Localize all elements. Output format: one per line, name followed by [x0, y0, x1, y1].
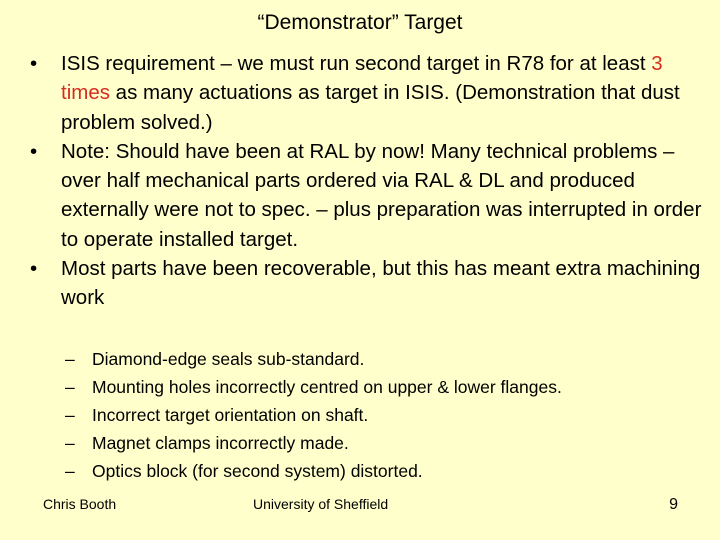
- sub-item-orientation: [65, 401, 665, 429]
- sub-item-optics-block: [65, 457, 665, 485]
- dash-marker: –: [65, 377, 75, 397]
- bullet-marker: •: [30, 257, 38, 281]
- sub-item-text: Optics block (for second system) distorted.: [92, 461, 423, 481]
- bullet-item-isis-requirement: [30, 49, 702, 137]
- bullet-text: Most parts have been recoverable, but this has meant extra machining work: [61, 257, 701, 310]
- bullet-marker: •: [30, 52, 38, 75]
- sub-item-mounting-holes: [65, 373, 665, 401]
- bullet-list: [30, 49, 702, 313]
- bullet-text: Note: Should have been at RAL by now! Many technical problems – over half mechanical parts ordered via RAL & DL and produced externally were not to spec. – plus preparation was interrupted in order to operate installed target.: [61, 139, 702, 251]
- slide-title: “Demonstrator” Target: [257, 11, 463, 34]
- sub-item-text: Mounting holes incorrectly centred on upper & lower flanges.: [92, 377, 562, 397]
- sub-item-text: Magnet clamps incorrectly made.: [92, 433, 349, 453]
- footer-institution: University of Sheffield: [253, 496, 389, 512]
- footer-author: Chris Booth: [43, 496, 117, 512]
- bullet-text: ISIS requirement – we must run second target in R78 for at least: [61, 52, 652, 75]
- bullet-text: as many actuations as target in ISIS. (Demonstration that dust problem solved.): [61, 81, 680, 134]
- dash-marker: –: [65, 349, 75, 369]
- sub-item-seals: [65, 345, 665, 373]
- sub-item-magnet-clamps: [65, 429, 665, 457]
- highlight-text: 3 times: [61, 52, 663, 105]
- sub-item-text: Diamond-edge seals sub-standard.: [92, 349, 365, 369]
- dash-marker: –: [65, 461, 75, 481]
- page-number: 9: [669, 496, 678, 513]
- bullet-marker: •: [30, 139, 38, 163]
- sub-item-text: Incorrect target orientation on shaft.: [92, 405, 369, 425]
- bullet-item-recoverable-parts: [30, 254, 702, 313]
- bullet-item-note: [30, 137, 702, 254]
- dash-marker: –: [65, 433, 75, 453]
- dash-marker: –: [65, 405, 75, 425]
- sub-bullet-list: [65, 345, 665, 485]
